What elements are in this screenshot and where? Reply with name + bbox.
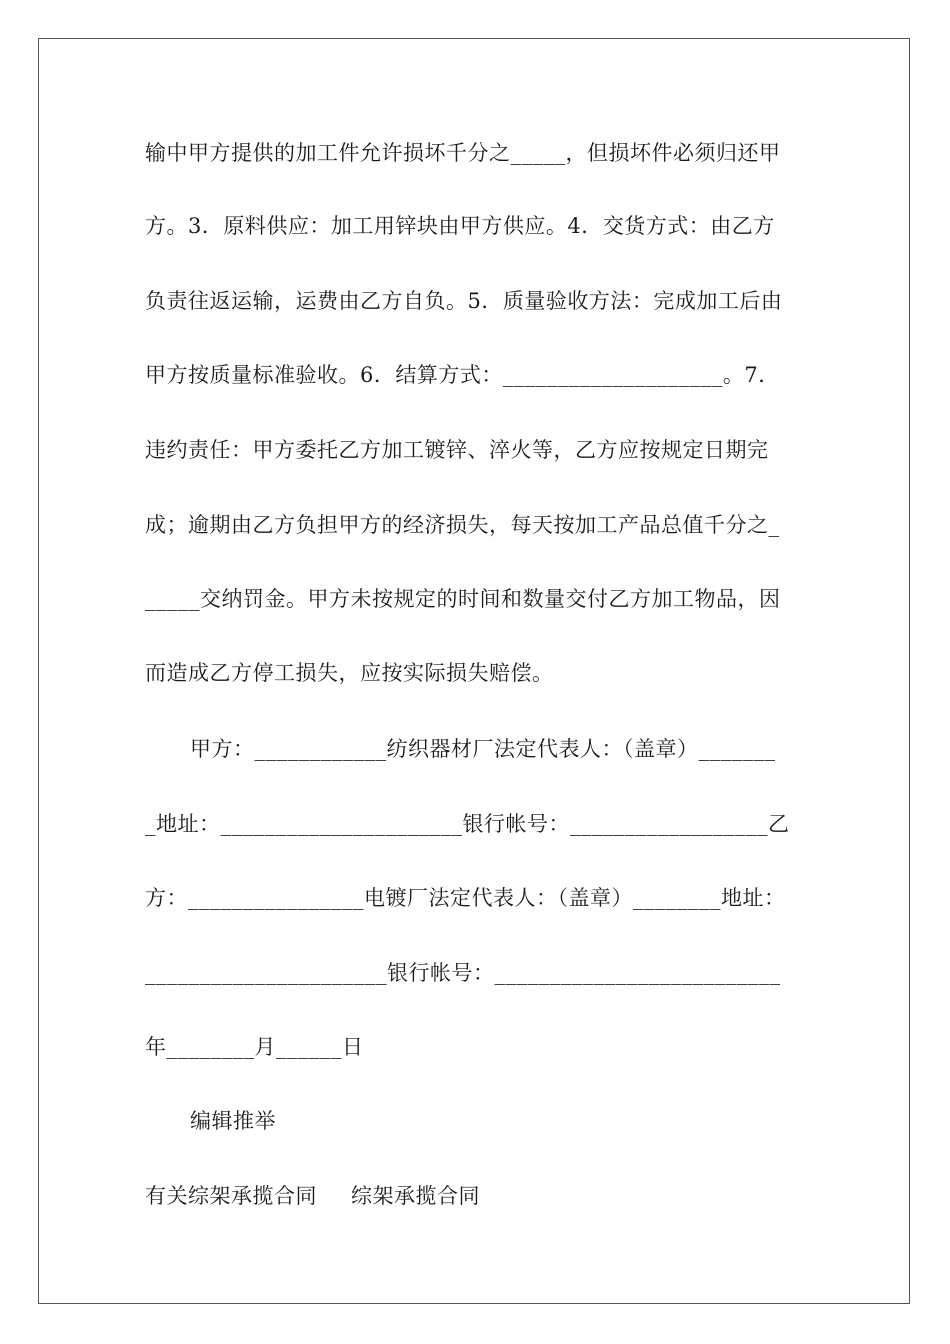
related-links [145, 1183, 805, 1209]
contract-text-line: 成；逾期由乙方负担甲方的经济损失，每天按加工产品总值千分之_ [145, 513, 780, 537]
date-line: 年________月______日 [145, 1035, 364, 1059]
party-a-signature-line: 甲方：____________纺织器材厂法定代表人：（盖章）_______ [190, 737, 776, 761]
contract-text-line: 而造成乙方停工损失，应按实际损失赔偿。 [145, 661, 554, 685]
contract-text-line: 方。3．原料供应：加工用锌块由甲方供应。4．交货方式：由乙方 [145, 214, 775, 238]
contract-text-line: 甲方按质量标准验收。6．结算方式：____________________。7． [145, 363, 780, 387]
party-b-signature-line: 方：________________电镀厂法定代表人：（盖章）________地址： [145, 886, 786, 910]
contract-text-line: 违约责任：甲方委托乙方加工镀锌、淬火等，乙方应按规定日期完 [145, 438, 769, 462]
section-heading: 编辑推举 [190, 1109, 276, 1133]
related-link-1[interactable]: 有关综架承揽合同 [145, 1184, 317, 1208]
contract-text-line: 负责往返运输，运费由乙方自负。5．质量验收方法：完成加工后由 [145, 289, 783, 313]
party-b-bank-line: ______________________银行帐号：__________________________ [145, 961, 781, 985]
contract-text-line: 输中甲方提供的加工件允许损坏千分之_____，但损坏件必须归还甲 [145, 141, 781, 165]
related-link-2[interactable]: 综架承揽合同 [351, 1184, 480, 1208]
party-a-address-line: _地址：______________________银行帐号：__________________乙 [145, 812, 790, 836]
contract-text-line: _____交纳罚金。甲方未按规定的时间和数量交付乙方加工物品，因 [145, 587, 781, 611]
